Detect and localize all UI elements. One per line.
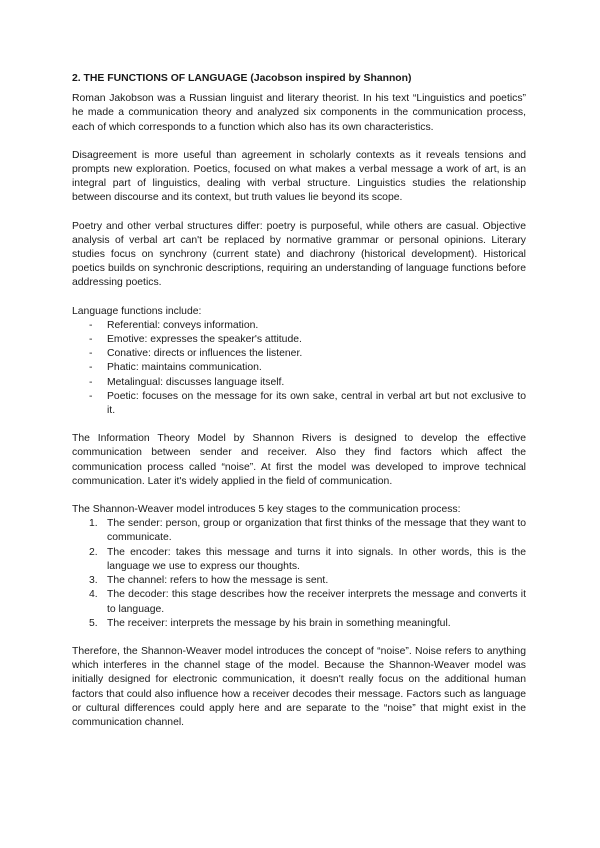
list-item: [72, 588, 526, 616]
list-item-text: The sender: person, group or organization that first thinks of the message that they want to communicate.: [107, 518, 526, 544]
paragraph-disagreement: Disagreement is more useful than agreement in scholarly contexts as it reveals tensions and prompts new exploration. Poetics, focused on what makes a verbal message a work of art, is an integral part of linguistics, dealing with verbal structure. Linguistics studies the relationship between discourse and its context, but truth values lie beyond its scope.: [72, 149, 526, 204]
list-item-text: Conative: directs or influences the listener.: [107, 348, 303, 360]
list-item-text: Emotive: expresses the speaker's attitude.: [107, 334, 302, 346]
list-item: [72, 319, 526, 333]
list-number: 3.: [89, 575, 98, 587]
list-item-text: Phatic: maintains communication.: [107, 362, 262, 374]
dash-bullet: -: [89, 348, 93, 360]
dash-bullet: -: [89, 334, 93, 346]
list-item-text: The decoder: this stage describes how the receiver interprets the message and converts it to language.: [107, 589, 526, 615]
list-item: [72, 361, 526, 375]
list-item-text: The encoder: takes this message and turns it into signals. In other words, this is the language we use to express our thoughts.: [107, 546, 526, 572]
list-number: 1.: [89, 518, 98, 530]
list-item: [72, 617, 526, 631]
dash-bullet: -: [89, 362, 93, 374]
list-item-text: Poetic: focuses on the message for its own sake, central in verbal art but not exclusive to it.: [107, 390, 526, 417]
list-item-text: The receiver: interprets the message by his brain in something meaningful.: [107, 617, 451, 629]
paragraph-shannon-model: The Information Theory Model by Shannon Rivers is designed to develop the effective communication between sender and receiver. Also they find factors which affect the communication process called “noise”. At first the model was developed to improve technical communication. Later it's widely applied in the field of communication.: [72, 433, 526, 487]
list-item: [72, 546, 526, 574]
paragraph-poetry: Poetry and other verbal structures differ: poetry is purposeful, while others are casual. Objective analysis of verbal art can't be replaced by normative grammar or personal opinions. Literary studies focus on synchrony (current state) and diachrony (historical development). Historical poetics builds on synchronic descriptions, requiring an understanding of language functions before addressing poetics.: [72, 220, 526, 289]
functions-intro: Language functions include:: [72, 305, 202, 317]
list-item: [72, 574, 526, 588]
list-item: [72, 517, 526, 545]
list-item: [72, 390, 526, 418]
dash-bullet: -: [89, 376, 93, 388]
list-item: [72, 333, 526, 347]
list-item-text: The channel: refers to how the message is sent.: [107, 575, 329, 587]
list-item: [72, 376, 526, 390]
list-item-text: Referential: conveys information.: [107, 319, 259, 331]
list-item-text: Metalingual: discusses language itself.: [107, 376, 285, 388]
dash-bullet: -: [89, 390, 93, 402]
list-number: 5.: [89, 617, 98, 629]
functions-list: [72, 319, 526, 418]
dash-bullet: -: [89, 319, 93, 331]
stages-list: [72, 517, 526, 631]
list-number: 4.: [89, 589, 98, 601]
section-title: 2. THE FUNCTIONS OF LANGUAGE (Jacobson inspired by Shannon): [72, 73, 412, 84]
stages-intro: The Shannon-Weaver model introduces 5 key stages to the communication process:: [72, 504, 461, 516]
list-number: 2.: [89, 546, 98, 558]
list-item: [72, 347, 526, 361]
paragraph-noise: Therefore, the Shannon-Weaver model introduces the concept of “noise”. Noise refers to anything which interferes in the channel stage of the model. Because the Shannon-Weaver model was initially designed for electronic communication, it doesn't really focus on the additional human factors that could also influence how a receiver decodes their message. Factors such as language or cultural differences could apply here and are separate to the “noise” that might exist in the communication channel.: [72, 645, 526, 728]
document-page: [72, 72, 526, 744]
paragraph-jakobson-intro: Roman Jakobson was a Russian linguist and literary theorist. In his text “Linguistics and poetics” he made a communication theory and analyzed six components in the communication process, each of which corresponds to a function which also has its own characteristics.: [72, 93, 526, 133]
